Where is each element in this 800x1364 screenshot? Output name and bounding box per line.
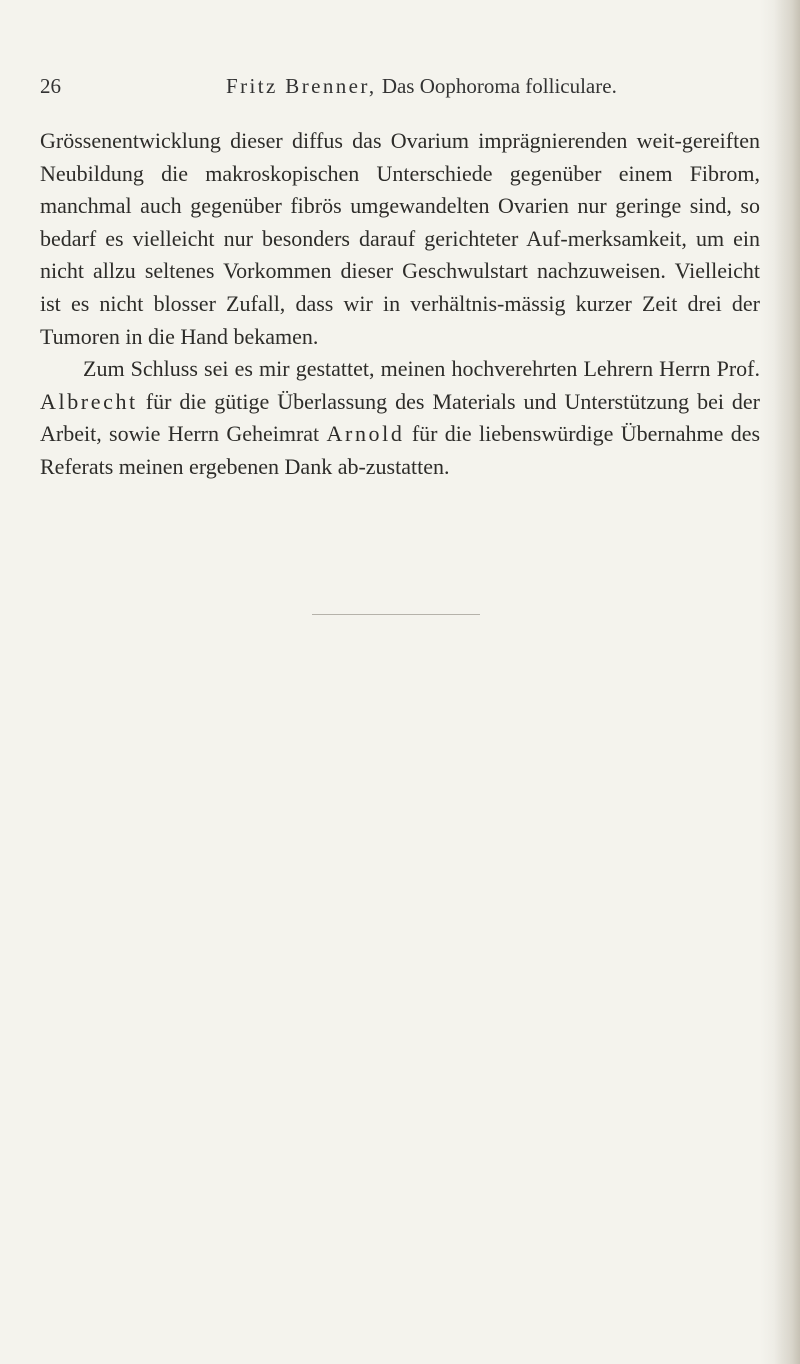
running-head-author: Fritz Brenner,: [226, 74, 377, 98]
page-number: 26: [40, 74, 61, 98]
paragraph-2-part-2: für die gütige Überlassung des Materials und Unterstützung bei der Arbeit, sowie Herrn Geheimrat: [40, 388, 761, 447]
paragraph-2: [40, 353, 760, 483]
body-text: [40, 125, 760, 484]
end-rule: [312, 614, 480, 615]
paragraph-2-part-3: für die liebenswürdige Übernahme des Referats meinen ergebenen Dank ab-zustatten.: [40, 421, 761, 479]
name-albrecht: Albrecht: [40, 388, 138, 414]
paragraph-2-part-1: Zum Schluss sei es mir gestattet, meinen hochverehrten Lehrern Herrn Prof.: [83, 356, 760, 382]
name-arnold: Arnold: [326, 421, 405, 447]
running-head-title: Das Oophoroma folliculare.: [381, 74, 617, 98]
page-edge-shadow: [774, 0, 800, 1364]
running-title: [226, 74, 617, 99]
paragraph-1: Grössenentwicklung dieser diffus das Ovarium imprägnierenden weit-gereiften Neubildung die makroskopischen Unterschiede gegenüber einem Fibrom, manchmal auch gegenüber fibrös umgewandelten Ovarien nur geringe sind, so bedarf es vielleicht nur besonders darauf gerichteter Auf-merksamkeit, um ein nicht allzu seltenes Vorkommen dieser Geschwulstart nachzuweisen. Vielleicht ist es nicht blosser Zufall, dass wir in verhältnis-mässig kurzer Zeit drei der Tumoren in die Hand bekamen.: [40, 128, 760, 349]
running-head: [40, 74, 760, 104]
